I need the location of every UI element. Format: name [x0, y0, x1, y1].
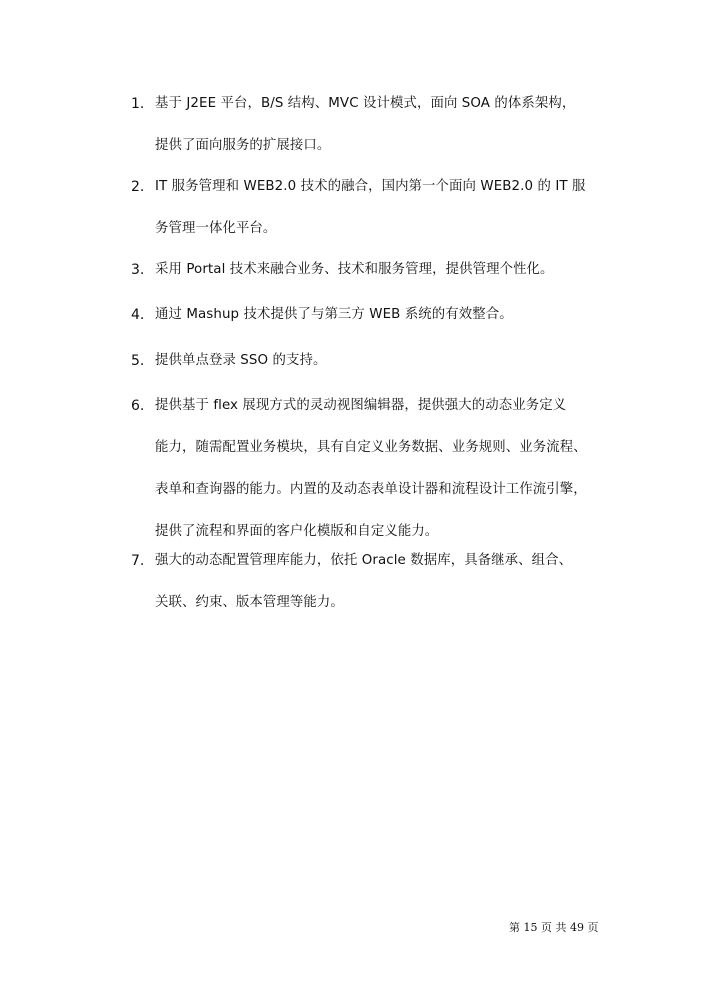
- list-item-text-line: 提供了流程和界面的客户化模版和自定义能力。: [155, 524, 439, 539]
- list-item-text-line: 关联、约束、版本管理等能力。: [155, 595, 344, 610]
- list-item-number: 1.: [131, 96, 145, 112]
- list-item-number: 5.: [131, 353, 145, 369]
- list-item-text-line: 务管理一体化平台。: [155, 221, 277, 236]
- list-item-number: 3.: [131, 262, 145, 278]
- list-item-number: 7.: [131, 553, 145, 569]
- list-item-number: 6.: [131, 398, 145, 414]
- list-item-text-line: 采用 Portal 技术来融合业务、技术和服务管理，提供管理个性化。: [155, 262, 554, 277]
- list-item-text-line: 强大的动态配置管理库能力，依托 Oracle 数据库，具备继承、组合、: [155, 553, 573, 568]
- list-item-number: 4.: [131, 307, 145, 323]
- list-item-text-line: 能力，随需配置业务模块，具有自定义业务数据、业务规则、业务流程、: [155, 440, 587, 455]
- list-item-number: 2.: [131, 179, 145, 195]
- list-item-text-line: 提供基于 flex 展现方式的灵动视图编辑器，提供强大的动态业务定义: [155, 398, 567, 413]
- page-footer: 第 15 页 共 49 页: [509, 921, 599, 934]
- list-item-text-line: 提供了面向服务的扩展接口。: [155, 138, 331, 153]
- list-item-text-line: 表单和查询器的能力。内置的及动态表单设计器和流程设计工作流引擎，: [155, 482, 587, 497]
- list-item-text-line: 提供单点登录 SSO 的支持。: [155, 353, 327, 368]
- list-item-text-line: 通过 Mashup 技术提供了与第三方 WEB 系统的有效整合。: [155, 307, 513, 322]
- list-item-text-line: 基于 J2EE 平台，B/S 结构、MVC 设计模式，面向 SOA 的体系架构，: [155, 96, 576, 111]
- list-item-text-line: IT 服务管理和 WEB2.0 技术的融合，国内第一个面向 WEB2.0 的 IT 服: [155, 179, 586, 194]
